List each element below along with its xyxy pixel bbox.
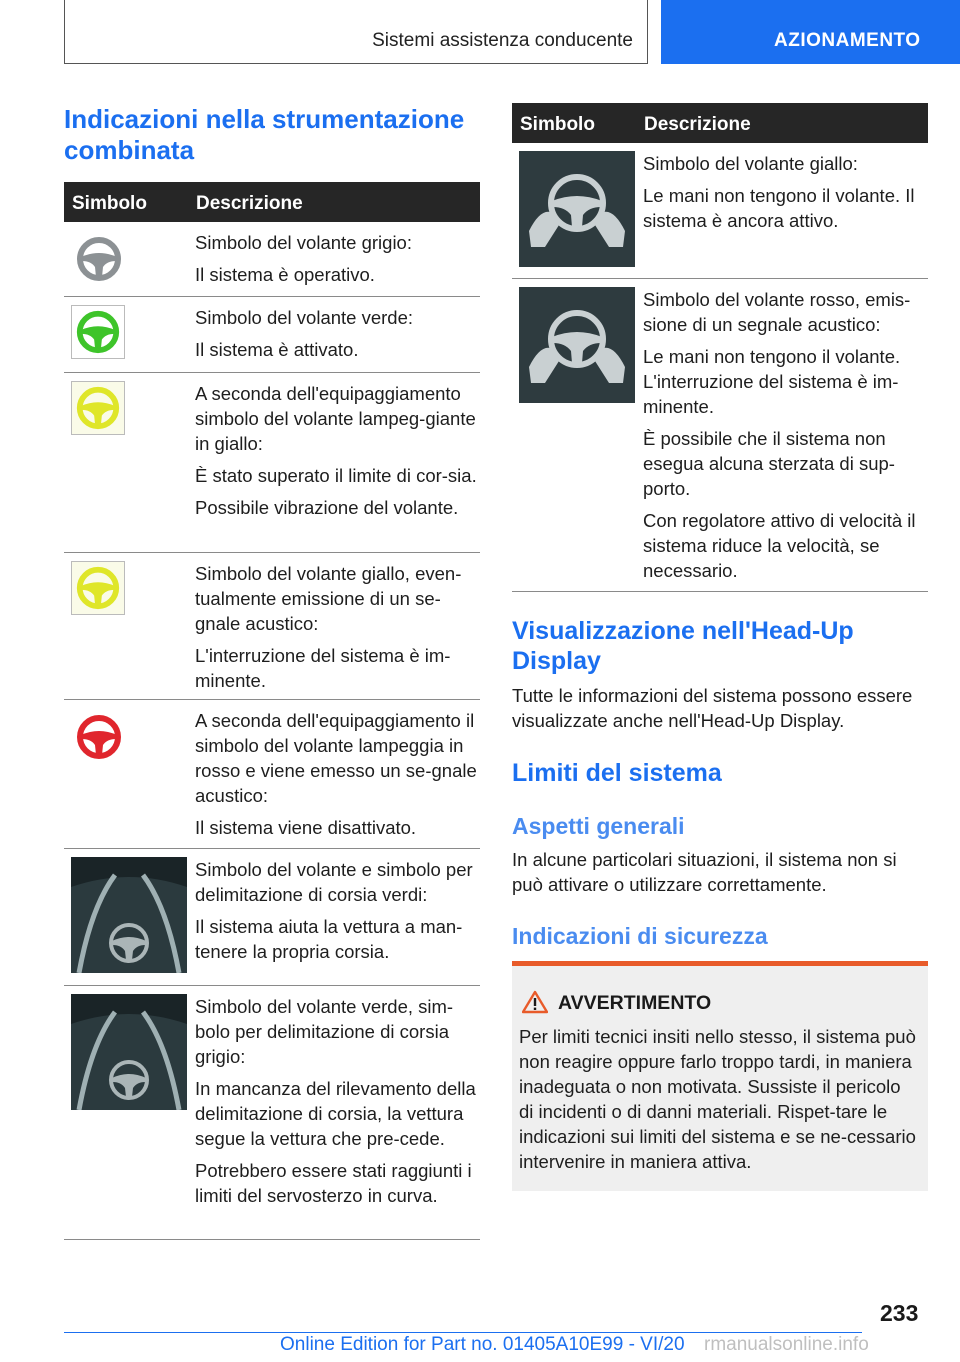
lane-grey-steering-icon [71, 994, 187, 1110]
steering-wheel-red-icon [74, 712, 124, 762]
hands-off-yellow-icon [519, 151, 635, 267]
right-col-description: Descrizione [644, 114, 751, 135]
table-row [512, 143, 928, 279]
limits-heading: Limiti del sistema [512, 759, 722, 787]
table-row [64, 986, 480, 1240]
page-number: 233 [880, 1300, 919, 1326]
steering-wheel-green-icon [71, 305, 125, 359]
general-heading: Aspetti generali [512, 813, 685, 839]
steering-wheel-yellow-icon [71, 561, 125, 615]
header-chapter-title: AZIONAMENTO [774, 30, 921, 51]
right-table-header [512, 103, 928, 143]
left-heading: Indicazioni nella strumentazione combinata [64, 104, 465, 165]
row-description: Simbolo del volante verde, sim-bolo per delimitazione di corsia grigio: In mancanza del rilevamento della delimitazione di corsia, la vettura segue la vettura che pre-cede. Potrebbero essere stati raggiunti i limiti del servosterzo in curva. [195, 996, 476, 1206]
steering-wheel-grey-icon [74, 234, 124, 284]
table-row [64, 222, 480, 297]
header-section-box [64, 0, 648, 64]
lane-green-steering-icon [71, 857, 187, 973]
warning-triangle-icon [522, 990, 548, 1019]
footer-watermark: rmanualsonline.info [704, 1334, 869, 1355]
warning-box [512, 961, 928, 1191]
row-description: Simbolo del volante e simbolo per delimitazione di corsia verdi: Il sistema aiuta la vettura a man-tenere la propria corsia. [195, 859, 473, 962]
safety-heading: Indicazioni di sicurezza [512, 923, 768, 949]
left-table-header [64, 182, 480, 222]
right-col-symbol: Simbolo [520, 114, 595, 135]
table-row [64, 849, 480, 986]
table-row [64, 297, 480, 373]
row-description: Simbolo del volante giallo: Le mani non tengono il volante. Il sistema è ancora attivo. [643, 153, 915, 231]
row-description: A seconda dell'equipaggiamento il simbolo del volante lampeggia in rosso e viene emesso un se-gnale acustico: Il sistema viene disattivato. [195, 710, 477, 838]
hud-heading: Visualizzazione nell'Head-Up Display [512, 617, 854, 675]
row-description: Simbolo del volante giallo, even-tualmente emissione di un se-gnale acustico: L'interruzione del sistema è im-minente. [195, 563, 462, 691]
table-row [64, 553, 480, 700]
row-description: Simbolo del volante rosso, emis-sione di un segnale acustico: Le mani non tengono il volante. L'interruzione del sistema è im-minente. È possibile che il sistema non esegua alcuna sterzata di sup-porto. Con regolatore attivo di velocità il sistema riduce la velocità, se necessario. [643, 289, 916, 581]
warning-title: AVVERTIMENTO [558, 992, 712, 1014]
hands-off-red-icon [519, 287, 635, 403]
general-text: In alcune particolari situazioni, il sistema non si può attivare o utilizzare correttamente. [512, 849, 897, 895]
header-section-title: Sistemi assistenza conducente [372, 30, 633, 51]
left-col-description: Descrizione [196, 193, 303, 214]
footer-edition: Online Edition for Part no. 01405A10E99 - VI/20 [280, 1334, 685, 1355]
row-description: Simbolo del volante verde: Il sistema è attivato. [195, 307, 414, 360]
right-symbol-table [512, 103, 928, 592]
hud-text: Tutte le informazioni del sistema possono essere visualizzate anche nell'Head-Up Display. [512, 685, 913, 731]
warning-text: Per limiti tecnici insiti nello stesso, il sistema può non reagire oppure farlo troppo tardi, in maniera inadeguata o non motivata. Sussiste il pericolo di incidenti o di danni materiali. Rispet-tare le indicazioni sui limiti del sistema e se ne-cessario intervenire in maniera attiva. [519, 1026, 916, 1172]
footer-rule [64, 1332, 862, 1333]
table-row [512, 279, 928, 592]
row-description: A seconda dell'equipaggiamento simbolo del volante lampeg-giante in giallo: È stato superato il limite di cor-sia. Possibile vibrazione del volante. [195, 383, 477, 518]
left-col-symbol: Simbolo [72, 193, 147, 214]
header-chapter-tab [661, 0, 960, 64]
left-symbol-table [64, 182, 480, 1240]
row-description: Simbolo del volante grigio: Il sistema è operativo. [195, 232, 412, 285]
table-row [64, 373, 480, 553]
steering-wheel-yellow-flashing-icon [71, 381, 125, 435]
table-row [64, 700, 480, 849]
